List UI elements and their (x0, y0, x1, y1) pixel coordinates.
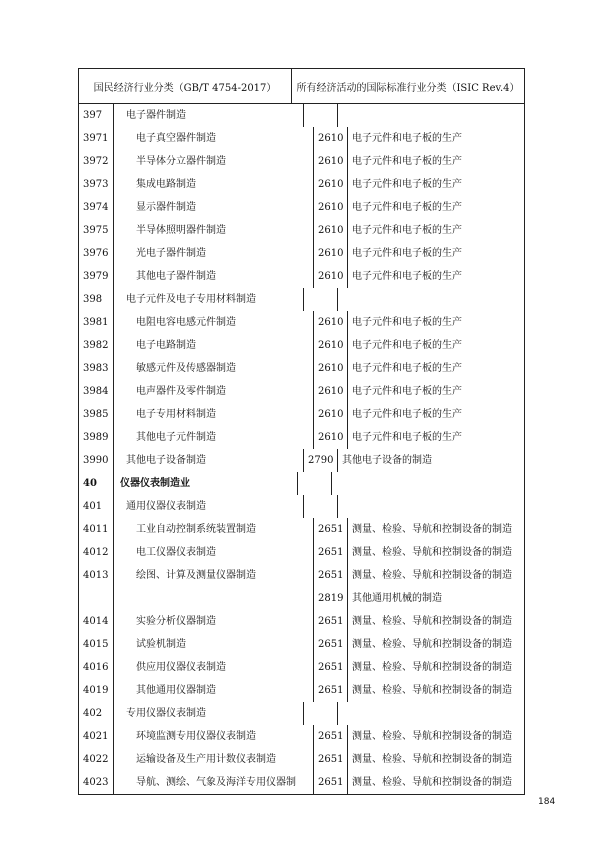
isic-category-name: 测量、检验、导航和控制设备的制造 (347, 725, 524, 748)
isic-category-name: 测量、检验、导航和控制设备的制造 (347, 771, 524, 794)
header-gbt: 国民经济行业分类（GB/T 4754-2017） (79, 69, 292, 103)
gbt-category-name: 仪器仪表制造业 (113, 472, 297, 495)
isic-code: 2610 (313, 311, 347, 334)
isic-category-name: 其他通用机械的制造 (347, 587, 524, 610)
table-row (79, 173, 524, 196)
table-row (79, 104, 524, 127)
isic-category-name: 电子元件和电子板的生产 (347, 127, 524, 150)
gbt-code: 4014 (83, 616, 109, 627)
table-row (79, 564, 524, 587)
table-row (79, 748, 524, 771)
table-row (79, 288, 524, 311)
gbt-category-name: 集成电路制造 (113, 173, 313, 196)
isic-code: 2610 (313, 127, 347, 150)
gbt-category-name: 其他通用仪器制造 (113, 679, 313, 702)
isic-category-name: 电子元件和电子板的生产 (347, 242, 524, 265)
gbt-code: 3984 (83, 386, 109, 397)
isic-code (303, 288, 337, 311)
table-body (79, 104, 524, 794)
gbt-category-name: 运输设备及生产用计数仪表制造 (113, 748, 313, 771)
isic-code: 2819 (313, 587, 347, 610)
gbt-code: 3982 (83, 340, 109, 351)
gbt-category-name: 其他电子元件制造 (113, 426, 313, 449)
gbt-category-name: 光电子器件制造 (113, 242, 313, 265)
gbt-code: 3972 (83, 156, 109, 167)
isic-code: 2651 (313, 748, 347, 771)
gbt-category-name: 其他电子设备制造 (113, 449, 303, 472)
isic-code: 2610 (313, 380, 347, 403)
gbt-category-name: 电子电路制造 (113, 334, 313, 357)
gbt-category-name: 绘图、计算及测量仪器制造 (113, 564, 313, 587)
isic-code (303, 702, 337, 725)
isic-code: 2610 (313, 173, 347, 196)
isic-code: 2651 (313, 564, 347, 587)
isic-category-name: 其他电子设备的制造 (337, 449, 524, 472)
gbt-category-name: 实验分析仪器制造 (113, 610, 313, 633)
isic-category-name: 电子元件和电子板的生产 (347, 334, 524, 357)
isic-category-name: 测量、检验、导航和控制设备的制造 (347, 656, 524, 679)
isic-category-name: 电子元件和电子板的生产 (347, 219, 524, 242)
gbt-code: 4015 (83, 639, 109, 650)
table-row (79, 679, 524, 702)
gbt-code: 4012 (83, 547, 109, 558)
gbt-code: 4011 (83, 524, 109, 535)
gbt-code: 3981 (83, 317, 109, 328)
gbt-category-name: 电子真空器件制造 (113, 127, 313, 150)
isic-category-name (337, 104, 524, 127)
page-number: 184 (538, 797, 556, 807)
gbt-code: 3979 (83, 271, 109, 282)
gbt-code: 402 (83, 708, 103, 719)
table-row (79, 265, 524, 288)
isic-code: 2610 (313, 426, 347, 449)
table-row (79, 127, 524, 150)
gbt-code: 3973 (83, 179, 109, 190)
isic-category-name: 测量、检验、导航和控制设备的制造 (347, 564, 524, 587)
isic-category-name: 电子元件和电子板的生产 (347, 380, 524, 403)
isic-category-name: 测量、检验、导航和控制设备的制造 (347, 610, 524, 633)
isic-category-name (331, 472, 524, 495)
gbt-code: 401 (83, 501, 103, 512)
isic-code: 2651 (313, 541, 347, 564)
gbt-code: 4023 (83, 777, 109, 788)
gbt-code: 398 (83, 294, 103, 305)
isic-category-name: 测量、检验、导航和控制设备的制造 (347, 679, 524, 702)
table-row (79, 495, 524, 518)
gbt-code: 3971 (83, 133, 109, 144)
gbt-category-name: 电工仪器仪表制造 (113, 541, 313, 564)
isic-category-name: 电子元件和电子板的生产 (347, 403, 524, 426)
gbt-category-name: 通用仪器仪表制造 (113, 495, 303, 518)
gbt-category-name: 导航、测绘、气象及海洋专用仪器制 (113, 771, 313, 794)
table-row (79, 426, 524, 449)
table-row (79, 242, 524, 265)
isic-code: 2790 (303, 449, 337, 472)
isic-category-name: 电子元件和电子板的生产 (347, 150, 524, 173)
table-row (79, 311, 524, 334)
isic-category-name: 电子元件和电子板的生产 (347, 173, 524, 196)
gbt-category-name: 环境监测专用仪器仪表制造 (113, 725, 313, 748)
table-row (79, 587, 524, 610)
gbt-category-name: 电阻电容电感元件制造 (113, 311, 313, 334)
gbt-category-name: 半导体照明器件制造 (113, 219, 313, 242)
table-row (79, 541, 524, 564)
isic-code: 2610 (313, 219, 347, 242)
table-row (79, 150, 524, 173)
gbt-code: 3985 (83, 409, 109, 420)
gbt-category-name: 电子元件及电子专用材料制造 (113, 288, 303, 311)
gbt-category-name: 显示器件制造 (113, 196, 313, 219)
isic-code: 2651 (313, 610, 347, 633)
isic-category-name: 电子元件和电子板的生产 (347, 196, 524, 219)
isic-category-name: 电子元件和电子板的生产 (347, 311, 524, 334)
isic-code (303, 104, 337, 127)
gbt-category-name: 供应用仪器仪表制造 (113, 656, 313, 679)
isic-code: 2610 (313, 150, 347, 173)
table-row (79, 771, 524, 794)
table-row (79, 403, 524, 426)
table-row (79, 334, 524, 357)
table-row (79, 702, 524, 725)
isic-code (303, 495, 337, 518)
table-row (79, 449, 524, 472)
table-header (79, 68, 524, 104)
isic-category-name: 测量、检验、导航和控制设备的制造 (347, 541, 524, 564)
table-row (79, 196, 524, 219)
isic-code: 2651 (313, 725, 347, 748)
table-row (79, 633, 524, 656)
table-row (79, 357, 524, 380)
table-row (79, 610, 524, 633)
table-row (79, 219, 524, 242)
gbt-code: 3974 (83, 202, 109, 213)
isic-category-name: 电子元件和电子板的生产 (347, 265, 524, 288)
isic-category-name: 测量、检验、导航和控制设备的制造 (347, 633, 524, 656)
gbt-code: 40 (83, 478, 97, 489)
isic-code: 2610 (313, 265, 347, 288)
gbt-category-name: 其他电子器件制造 (113, 265, 313, 288)
isic-category-name (337, 288, 524, 311)
isic-code: 2610 (313, 334, 347, 357)
table-row (79, 656, 524, 679)
isic-code: 2651 (313, 679, 347, 702)
isic-code: 2610 (313, 357, 347, 380)
isic-code (297, 472, 331, 495)
gbt-code: 4013 (83, 570, 109, 581)
gbt-code: 4019 (83, 685, 109, 696)
gbt-code: 3976 (83, 248, 109, 259)
gbt-category-name: 敏感元件及传感器制造 (113, 357, 313, 380)
gbt-category-name: 电子器件制造 (113, 104, 303, 127)
header-isic: 所有经济活动的国际标准行业分类（ISIC Rev.4） (296, 82, 520, 94)
isic-code: 2651 (313, 771, 347, 794)
gbt-category-name: 专用仪器仪表制造 (113, 702, 303, 725)
isic-category-name (337, 702, 524, 725)
isic-code: 2651 (313, 633, 347, 656)
gbt-category-name (113, 587, 313, 610)
gbt-code: 3983 (83, 363, 109, 374)
gbt-category-name: 工业自动控制系统装置制造 (113, 518, 313, 541)
gbt-category-name: 试验机制造 (113, 633, 313, 656)
isic-code: 2610 (313, 196, 347, 219)
table-row (79, 472, 524, 495)
table-row (79, 725, 524, 748)
isic-category-name: 测量、检验、导航和控制设备的制造 (347, 518, 524, 541)
isic-code: 2651 (313, 656, 347, 679)
gbt-code: 3975 (83, 225, 109, 236)
isic-code: 2651 (313, 518, 347, 541)
gbt-category-name: 半导体分立器件制造 (113, 150, 313, 173)
gbt-code (79, 587, 113, 610)
isic-category-name (337, 495, 524, 518)
gbt-code: 3989 (83, 432, 109, 443)
table-row (79, 380, 524, 403)
gbt-code: 4022 (83, 754, 109, 765)
classification-table (78, 68, 525, 795)
gbt-code: 3990 (83, 455, 109, 466)
gbt-code: 397 (83, 110, 103, 121)
gbt-category-name: 电声器件及零件制造 (113, 380, 313, 403)
isic-code: 2610 (313, 403, 347, 426)
isic-category-name: 测量、检验、导航和控制设备的制造 (347, 748, 524, 771)
gbt-code: 4021 (83, 731, 109, 742)
isic-category-name: 电子元件和电子板的生产 (347, 357, 524, 380)
gbt-code: 4016 (83, 662, 109, 673)
isic-code: 2610 (313, 242, 347, 265)
isic-category-name: 电子元件和电子板的生产 (347, 426, 524, 449)
gbt-category-name: 电子专用材料制造 (113, 403, 313, 426)
table-row (79, 518, 524, 541)
